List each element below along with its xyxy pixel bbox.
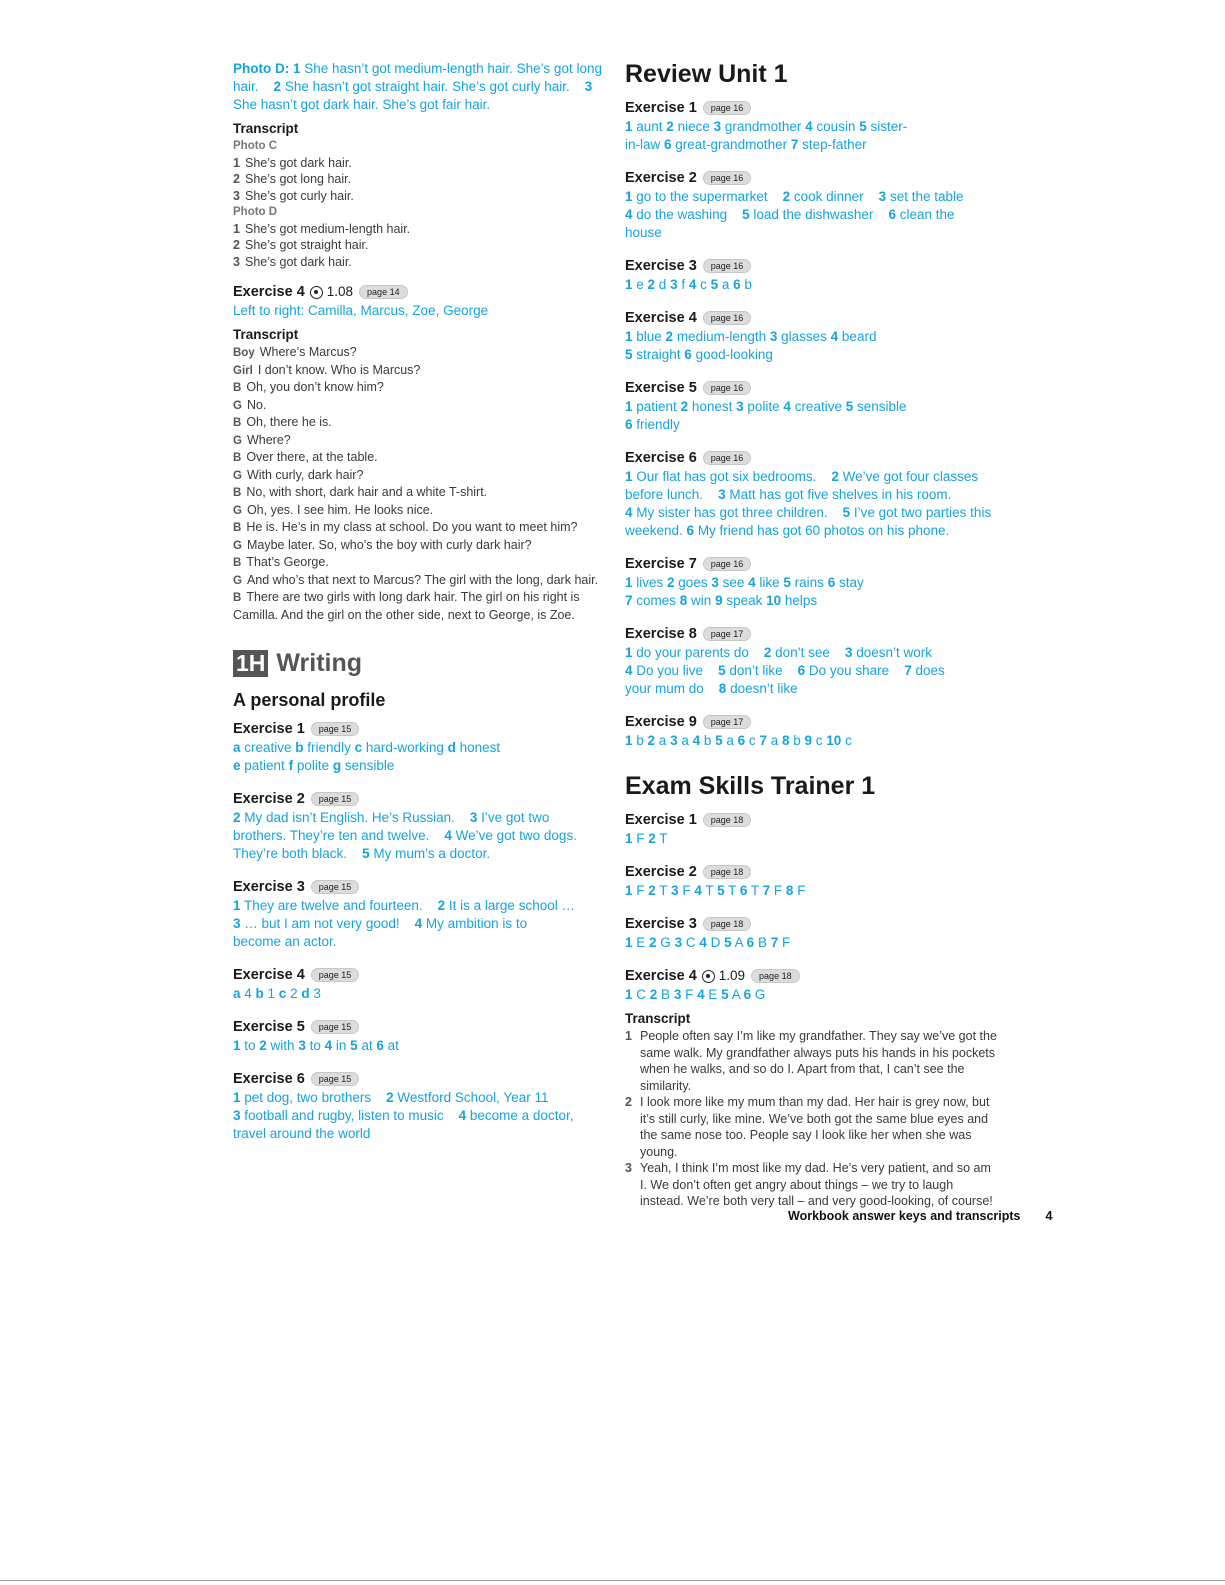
answer-line: They’re both black. 5 My mum’s a doctor.	[233, 846, 491, 861]
dialogue-line	[233, 589, 605, 623]
audio-track	[702, 966, 745, 986]
exercise-title: Exercise 1	[233, 721, 305, 737]
answer-line: 1 F 2 T	[625, 831, 668, 846]
answer-line: 1 lives 2 goes 3 see 4 like 5 rains 6 stay	[625, 575, 864, 590]
exercise-heading	[233, 965, 605, 985]
exercise-answer	[625, 830, 1000, 848]
answer-item: 2 She hasn’t got straight hair. She’s got curly hair.	[273, 79, 581, 94]
exercise-answer: 1 C 2 B 3 F 4 E 5 A 6 G	[625, 987, 766, 1002]
answer-line: 1 do your parents do 2 don’t see 3 doesn’t work	[625, 645, 932, 660]
dialogue-line	[233, 379, 605, 397]
answer-line: 3 football and rugby, listen to music 4 become a doctor,	[233, 1108, 574, 1123]
photo-d-label: Photo D:	[233, 61, 290, 76]
answer-line: weekend. 6 My friend has got 60 photos on his phone.	[625, 523, 950, 538]
exercise-block	[233, 1069, 605, 1143]
transcript-title: Transcript	[233, 327, 299, 342]
answer-line: 7 comes 8 win 9 speak 10 helps	[625, 593, 818, 608]
answer-line: become an actor.	[233, 934, 337, 949]
exercise-block	[625, 554, 1000, 610]
speaker: B	[233, 452, 242, 464]
answer-line: a creative b friendly c hard-working d honest	[233, 740, 501, 755]
audio-cd-icon	[310, 286, 323, 299]
answer-item: 3 She hasn’t got dark hair. She’s got fair hair.	[233, 79, 593, 112]
speaker: B	[233, 487, 242, 499]
exercise-heading	[625, 308, 1000, 328]
exercise-title: Exercise 4	[625, 968, 697, 984]
dialogue-line	[233, 572, 605, 590]
dialogue-line	[233, 449, 605, 467]
answer-line: 1 patient 2 honest 3 polite 4 creative 5 sensible	[625, 399, 907, 414]
page-badge: page 15	[311, 792, 360, 806]
page-badge: page 16	[703, 101, 752, 115]
speaker: Boy	[233, 347, 255, 359]
exercise-title: Exercise 2	[625, 864, 697, 880]
page-badge: page 17	[703, 715, 752, 729]
exercise-title: Exercise 3	[625, 258, 697, 274]
exercise-block	[625, 914, 1000, 952]
exercise-heading	[625, 448, 1000, 468]
exercise-block	[233, 719, 605, 775]
bottom-border	[0, 1580, 1225, 1581]
exercise-block	[625, 98, 1000, 154]
dialogue-text: Where?	[246, 432, 291, 447]
dialogue-text: Oh, yes. I see him. He looks nice.	[246, 502, 434, 517]
speaker: B	[233, 592, 242, 604]
exercise-heading	[625, 966, 1000, 986]
exercise-answer	[625, 644, 1000, 698]
exercise-title: Exercise 3	[625, 916, 697, 932]
dialogue-text: Oh, there he is.	[246, 415, 332, 429]
item-number: 2	[625, 1095, 632, 1109]
exam-exercises	[625, 810, 1000, 952]
photo-d-answer	[233, 60, 605, 114]
transcript-item	[625, 1094, 1000, 1160]
exercise-answer	[625, 328, 1000, 364]
exercise-heading	[233, 282, 605, 302]
exercise-title: Exercise 5	[233, 1019, 305, 1035]
line-text: She’s got long hair.	[245, 172, 352, 186]
exercise-title: Exercise 1	[625, 100, 697, 116]
dialogue-line	[233, 432, 605, 450]
dialogue-line	[233, 344, 605, 362]
answer-line: 1 Our flat has got six bedrooms. 2 We’ve got four classes	[625, 469, 979, 484]
line-text: She’s got curly hair.	[245, 188, 354, 203]
dialogue-line	[233, 362, 605, 380]
page-badge: page 16	[703, 451, 752, 465]
page-badge: page 15	[311, 1072, 360, 1086]
page-badge: page 14	[359, 285, 408, 299]
answer-line: 3 … but I am not very good! 4 My ambition is to	[233, 916, 528, 931]
exercise-block	[233, 1017, 605, 1055]
exercise-title: Exercise 6	[233, 1071, 305, 1087]
transcript-item	[625, 1160, 1000, 1210]
review-exercises	[625, 98, 1000, 750]
dialogue-text: Oh, you don’t know him?	[246, 380, 384, 394]
answer-line: 2 My dad isn’t English. He’s Russian. 3 I’ve got two	[233, 810, 550, 825]
exercise-answer	[625, 276, 1000, 294]
exercise-heading	[233, 789, 605, 809]
dialogue-text: He is. He’s in my class at school. Do you want to meet him?	[246, 520, 578, 534]
dialogue-line	[233, 537, 605, 555]
answer-line: house	[625, 225, 662, 240]
transcript-photos	[233, 138, 605, 270]
page-badge: page 18	[751, 969, 800, 983]
dialogue-text: Over there, at the table.	[246, 450, 378, 464]
dialogue-line	[233, 467, 605, 485]
answer-line: 1 b 2 a 3 a 4 b 5 a 6 c 7 a 8 b 9 c 10 c	[625, 733, 852, 748]
dialogue-text: Maybe later. So, who’s the boy with curly dark hair?	[246, 537, 532, 552]
transcript-line	[233, 221, 605, 238]
section-subtitle: A personal profile	[233, 690, 386, 710]
answer-line: 1 to 2 with 3 to 4 in 5 at 6 at	[233, 1038, 399, 1053]
speaker: G	[233, 469, 242, 482]
exercise-block	[233, 789, 605, 863]
page-badge: page 16	[703, 557, 752, 571]
exercise-block	[625, 256, 1000, 294]
exercise-heading	[233, 877, 605, 897]
speaker: B	[233, 382, 242, 394]
speaker: B	[233, 522, 242, 534]
right-column	[625, 60, 1000, 1210]
speaker: B	[233, 557, 242, 569]
section-tag: 1H	[233, 650, 268, 677]
exercise-title: Exercise 2	[625, 170, 697, 186]
line-number: 2	[233, 172, 240, 186]
answer-line: travel around the world	[233, 1126, 371, 1141]
speaker: G	[233, 539, 242, 552]
line-number: 1	[233, 155, 240, 170]
answer-line: before lunch. 3 Matt has got five shelves in his room.	[625, 487, 952, 502]
photo-c-label: Photo C	[233, 140, 278, 152]
exercise-block	[625, 308, 1000, 364]
review-title: Review Unit 1	[625, 60, 788, 88]
dialogue-text: And who’s that next to Marcus? The girl with the long, dark hair.	[246, 572, 599, 587]
line-number: 3	[233, 254, 240, 269]
footer-text: Workbook answer keys and transcripts	[788, 1209, 1021, 1223]
exercise-heading	[625, 554, 1000, 574]
exercise-heading	[625, 256, 1000, 276]
answer-line: in-law 6 great-grandmother 7 step-father	[625, 137, 867, 152]
dialogue-text: I don’t know. Who is Marcus?	[257, 362, 421, 377]
transcript-line	[233, 254, 605, 271]
dialogue-text: No, with short, dark hair and a white T-shirt.	[246, 485, 488, 499]
dialogue-text: No.	[246, 397, 267, 412]
exercise-title: Exercise 7	[625, 556, 697, 572]
exercise-answer	[233, 1089, 605, 1143]
exercise-heading	[233, 719, 605, 739]
dialogue-line	[233, 519, 605, 537]
answer-line: 1 They are twelve and fourteen. 2 It is a large school …	[233, 898, 575, 913]
exercise-block	[625, 448, 1000, 540]
exercise-title: Exercise 4	[233, 967, 305, 983]
answer-line: 1 blue 2 medium-length 3 glasses 4 beard	[625, 329, 877, 344]
item-number: 1	[625, 1029, 632, 1043]
answer-line: e patient f polite g sensible	[233, 758, 395, 773]
exercise-heading	[233, 1069, 605, 1089]
exercise-answer	[233, 985, 605, 1003]
item-text: People often say I’m like my grandfather. They say we’ve got the same walk. My grandfather always puts his hands in his pockets when he walks, and so do I. Apart from that, I can’t see the similarity.	[640, 1029, 997, 1093]
exercise-heading	[625, 712, 1000, 732]
exercise-4-listening	[233, 282, 605, 623]
line-number: 1	[233, 221, 240, 236]
page-badge: page 15	[311, 968, 360, 982]
answer-line: 5 straight 6 good-looking	[625, 347, 773, 362]
line-text: She’s got straight hair.	[245, 238, 369, 252]
answer-line: 4 do the washing 5 load the dishwasher 6 clean the	[625, 207, 955, 222]
writing-exercises	[233, 719, 605, 1143]
audio-cd-icon	[702, 970, 715, 983]
exercise-heading	[625, 914, 1000, 934]
dialogue-text: With curly, dark hair?	[246, 467, 364, 482]
answer-line: a 4 b 1 c 2 d 3	[233, 986, 321, 1001]
exercise-answer: Left to right: Camilla, Marcus, Zoe, George	[233, 303, 489, 318]
page-badge: page 18	[703, 813, 752, 827]
photo-d-transcript-lines	[233, 221, 605, 271]
speaker: G	[233, 399, 242, 412]
page-badge: page 15	[311, 722, 360, 736]
transcript-line	[233, 171, 605, 188]
page-number: 4	[1045, 1209, 1053, 1223]
exercise-answer	[233, 739, 605, 775]
transcript-item	[625, 1028, 1000, 1094]
dialogue-line	[233, 502, 605, 520]
page-badge: page 16	[703, 171, 752, 185]
answer-line: your mum do 8 doesn’t like	[625, 681, 798, 696]
exercise-title: Exercise 4	[233, 284, 305, 300]
exercise-heading	[625, 168, 1000, 188]
exercise-title: Exercise 6	[625, 450, 697, 466]
line-number: 3	[233, 188, 240, 203]
exercise-title: Exercise 2	[233, 791, 305, 807]
exercise-block	[625, 712, 1000, 750]
exercise-answer	[625, 118, 1000, 154]
exercise-block	[625, 810, 1000, 848]
photo-d-lines	[233, 61, 602, 112]
exercise-block	[233, 965, 605, 1003]
exercise-block	[625, 624, 1000, 698]
exercise-answer	[625, 468, 1000, 540]
dialogue-text: Where’s Marcus?	[259, 345, 357, 359]
dialogue-text: There are two girls with long dark hair. The girl on his right is Camilla. And the girl on the other side, next to George, is Zoe.	[233, 590, 580, 622]
answer-line: 1 F 2 T 3 F 4 T 5 T 6 T 7 F 8 F	[625, 883, 806, 898]
exam-exercise-4	[625, 966, 1000, 1210]
exercise-title: Exercise 4	[625, 310, 697, 326]
exercise-title: Exercise 3	[233, 879, 305, 895]
item-text: Yeah, I think I’m most like my dad. He’s very patient, and so am I. We don’t often get angry about things – we try to laugh instead. We’re both very tall – and very good-looking, of course!	[640, 1161, 993, 1208]
exercise-block	[625, 168, 1000, 242]
exercise-answer	[233, 809, 605, 863]
page-footer	[788, 1209, 1052, 1223]
exercise-answer	[625, 882, 1000, 900]
answer-line: 4 My sister has got three children. 5 I’ve got two parties this	[625, 505, 992, 520]
answer-line: 1 go to the supermarket 2 cook dinner 3 set the table	[625, 189, 964, 204]
exercise-title: Exercise 9	[625, 714, 697, 730]
page-badge: page 16	[703, 259, 752, 273]
exercise-answer	[625, 732, 1000, 750]
speaker: B	[233, 417, 242, 429]
audio-track	[310, 282, 353, 302]
exercise-heading	[625, 624, 1000, 644]
exercise-heading	[625, 862, 1000, 882]
page-badge: page 16	[703, 311, 752, 325]
audio-track-number: 1.08	[326, 284, 354, 299]
left-column	[233, 60, 605, 1143]
exercise-answer	[625, 398, 1000, 434]
exam-title: Exam Skills Trainer 1	[625, 772, 876, 800]
transcript-line	[233, 237, 605, 254]
exercise-answer	[233, 897, 605, 951]
dialogue-line	[233, 414, 605, 432]
audio-track-number: 1.09	[718, 968, 746, 983]
exercise-heading	[233, 1017, 605, 1037]
exercise-heading	[625, 810, 1000, 830]
dialogue-line	[233, 397, 605, 415]
line-number: 2	[233, 238, 240, 252]
dialogue-transcript	[233, 344, 605, 623]
page-badge: page 15	[311, 880, 360, 894]
line-text: She’s got dark hair.	[245, 254, 352, 269]
line-text: She’s got medium-length hair.	[245, 221, 411, 236]
answer-item: 1 She hasn’t got medium-length hair. She’s got long hair.	[233, 61, 602, 94]
exercise-block	[625, 378, 1000, 434]
page-badge: page 18	[703, 917, 752, 931]
page-badge: page 17	[703, 627, 752, 641]
line-text: She’s got dark hair.	[245, 155, 352, 170]
dialogue-line	[233, 484, 605, 502]
answer-line: 1 aunt 2 niece 3 grandmother 4 cousin 5 sister-	[625, 119, 908, 134]
answer-line: brothers. They’re ten and twelve. 4 We’ve got two dogs.	[233, 828, 577, 843]
dialogue-text: That’s George.	[246, 555, 329, 569]
page-badge: page 16	[703, 381, 752, 395]
exercise-answer	[625, 188, 1000, 242]
transcript-title: Transcript	[625, 1011, 691, 1026]
exercise-answer	[625, 934, 1000, 952]
speaker: Girl	[233, 364, 253, 377]
photo-d-transcript-label: Photo D	[233, 206, 278, 218]
exercise-title: Exercise 5	[625, 380, 697, 396]
page-badge: page 18	[703, 865, 752, 879]
exercise-heading	[625, 98, 1000, 118]
item-text: I look more like my mum than my dad. Her hair is grey now, but it’s still curly, like mine. We’ve both got the same blue eyes and the same nose too. People say I look like her when she was young.	[640, 1095, 990, 1159]
section-header	[233, 649, 605, 678]
page-badge: page 15	[311, 1020, 360, 1034]
transcript-title: Transcript	[233, 121, 299, 136]
transcript-line	[233, 155, 605, 172]
item-number: 3	[625, 1161, 632, 1175]
answer-line: 1 e 2 d 3 f 4 c 5 a 6 b	[625, 277, 752, 292]
section-name: Writing	[276, 649, 363, 677]
answer-line: 1 pet dog, two brothers 2 Westford School, Year 11	[233, 1090, 549, 1105]
exercise-block	[625, 862, 1000, 900]
exercise-answer	[233, 1037, 605, 1055]
exercise-heading	[625, 378, 1000, 398]
speaker: G	[233, 434, 242, 447]
speaker: G	[233, 574, 242, 587]
answer-line: 4 Do you live 5 don’t like 6 Do you share 7 does	[625, 663, 945, 678]
answer-line: 1 E 2 G 3 C 4 D 5 A 6 B 7 F	[625, 935, 791, 950]
transcript-line	[233, 188, 605, 205]
speaker: G	[233, 504, 242, 517]
photo-c-lines	[233, 155, 605, 205]
exercise-answer	[625, 574, 1000, 610]
dialogue-line	[233, 554, 605, 572]
exercise-title: Exercise 8	[625, 626, 697, 642]
answer-line: 6 friendly	[625, 417, 680, 432]
exam-transcript	[625, 1028, 1000, 1210]
exercise-title: Exercise 1	[625, 812, 697, 828]
exercise-block	[233, 877, 605, 951]
